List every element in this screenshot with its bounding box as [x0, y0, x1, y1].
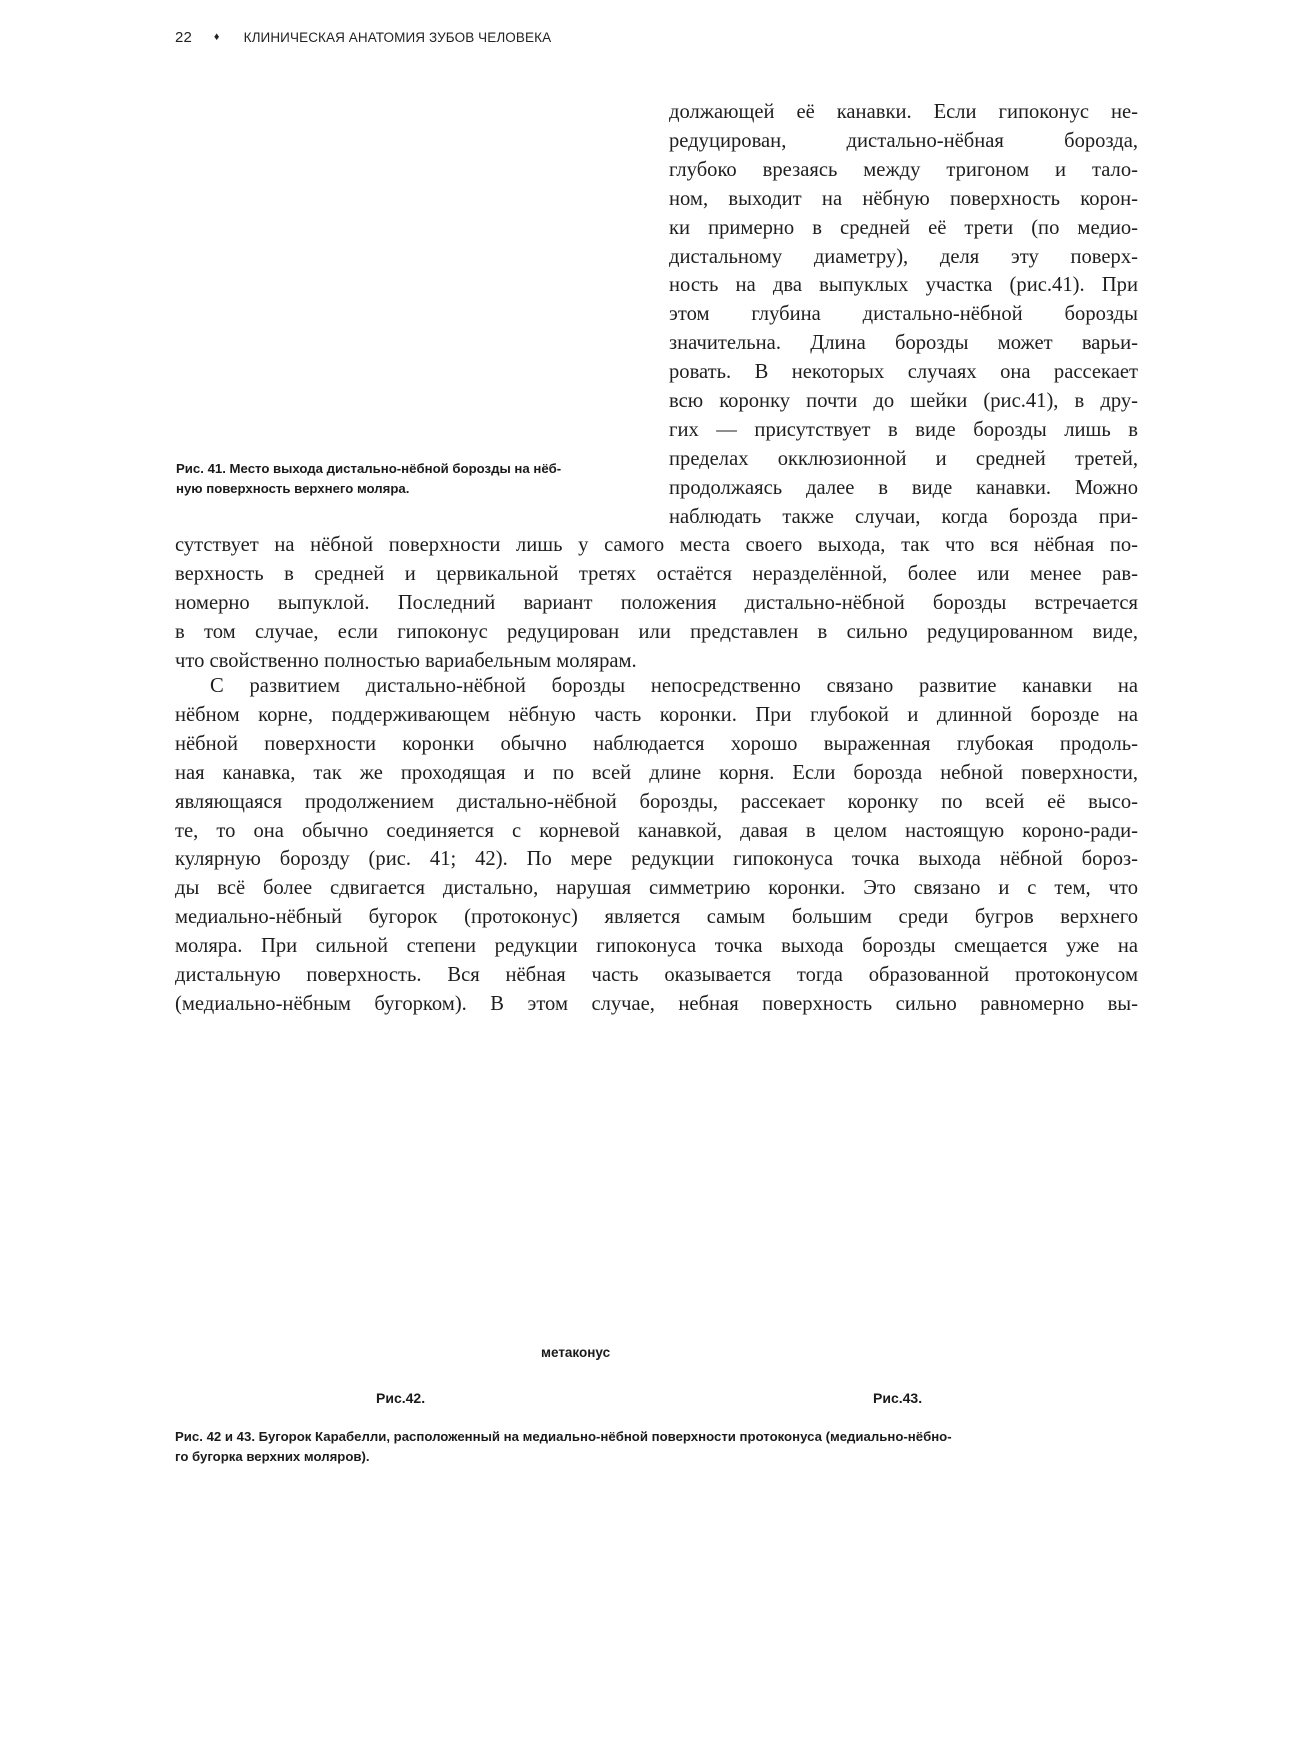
diamond-icon: ♦ — [213, 31, 220, 43]
metaconus-label: метаконус — [541, 1345, 611, 1360]
text-line: глубоко врезаясь между тригоном и тало- — [669, 158, 1138, 181]
figure-41-image-area — [175, 96, 645, 446]
text-line: гих — присутствует в виде борозды лишь в — [669, 418, 1138, 441]
paragraph-1 — [175, 531, 1138, 676]
figure-42-label: Рис.42. — [376, 1390, 426, 1406]
text-line: всю коронку почти до шейки (рис.41), в дру- — [669, 390, 1138, 413]
text-line: редуцирован, дистально-нёбная борозда, — [669, 129, 1138, 152]
text-line: ки примерно в средней её трети (по медио- — [669, 216, 1138, 239]
text-line: ная канавка, так же проходящая и по всей длине корня. Если борозда небной поверхности, — [175, 761, 1138, 784]
text-line: С развитием дистально-нёбной борозды непосредственно связано развитие канавки на — [210, 675, 1138, 697]
caption-line: ную поверхность верхнего моляра. — [176, 481, 410, 496]
caption-line: го бугорка верхних моляров). — [175, 1449, 370, 1464]
text-line: что свойственно полностью вариабельным молярам. — [175, 649, 637, 672]
figure-41-caption — [176, 459, 646, 499]
text-line: номерно выпуклой. Последний вариант положения дистально-нёбной борозды встречается — [175, 591, 1138, 614]
text-line: в том случае, если гипоконус редуцирован или представлен в сильно редуцированном виде, — [175, 620, 1138, 643]
text-line: продолжаясь далее в виде канавки. Можно — [669, 476, 1138, 499]
text-line: дистальному диаметру), деля эту поверх- — [669, 245, 1138, 268]
caption-line: Рис. 41. Место выхода дистально-нёбной борозды на нёб- — [176, 461, 562, 476]
text-line: сутствует на нёбной поверхности лишь у самого места своего выхода, так что вся нёбная по- — [175, 534, 1138, 556]
right-column-text — [669, 98, 1138, 532]
text-line: нёбном корне, поддерживающем нёбную часть коронки. При глубокой и длинной борозде на — [175, 703, 1138, 726]
text-line: дистальную поверхность. Вся нёбная часть оказывается тогда образованной протоконусом — [175, 964, 1138, 987]
text-line: пределах окклюзионной и средней третей, — [669, 447, 1138, 470]
text-line: являющаяся продолжением дистально-нёбной борозды, рассекает коронку по всей её высо- — [175, 790, 1138, 813]
text-line: ды всё более сдвигается дистально, нарушая симметрию коронки. Это связано и с тем, что — [175, 877, 1138, 900]
figure-43-label: Рис.43. — [873, 1390, 923, 1406]
text-line: этом глубина дистально-нёбной борозды — [669, 303, 1138, 326]
text-line: кулярную борозду (рис. 41; 42). По мере редукции гипоконуса точка выхода нёбной бороз- — [175, 848, 1138, 871]
text-line: медиально-нёбный бугорок (протоконус) является самым большим среди бугров верхнего — [175, 906, 1138, 929]
text-line: те, то она обычно соединяется с корневой канавкой, давая в целом настоящую короно-ради- — [175, 819, 1138, 842]
text-line: верхность в средней и цервикальной третях остаётся неразделённой, более или менее рав- — [175, 562, 1138, 585]
text-line: ном, выходит на нёбную поверхность корон- — [669, 187, 1138, 210]
figure-42-43-caption — [175, 1427, 1140, 1467]
text-line: ность на два выпуклых участка (рис.41). При — [669, 274, 1138, 297]
text-line: значительна. Длина борозды может варьи- — [669, 332, 1138, 355]
paragraph-2 — [175, 672, 1138, 1019]
text-line: моляра. При сильной степени редукции гипоконуса точка выхода борозды смещается уже на — [175, 935, 1138, 958]
figure-42-43-image-area — [175, 1030, 1140, 1370]
text-line: ровать. В некоторых случаях она рассекает — [669, 361, 1138, 384]
text-line: нёбной поверхности коронки обычно наблюдается хорошо выраженная глубокая продоль- — [175, 732, 1138, 755]
caption-line: Рис. 42 и 43. Бугорок Карабелли, расположенный на медиально-нёбной поверхности протоконуса (медиально-нёбно- — [175, 1429, 952, 1444]
text-line: должающей её канавки. Если гипоконус не- — [669, 101, 1138, 123]
page-number: 22 — [175, 28, 192, 46]
running-header — [175, 26, 551, 48]
text-line: наблюдать также случаи, когда борозда при- — [669, 505, 1138, 528]
text-line: (медиально-нёбным бугорком). В этом случае, небная поверхность сильно равномерно вы- — [175, 992, 1138, 1015]
running-title: КЛИНИЧЕСКАЯ АНАТОМИЯ ЗУБОВ ЧЕЛОВЕКА — [243, 29, 552, 45]
